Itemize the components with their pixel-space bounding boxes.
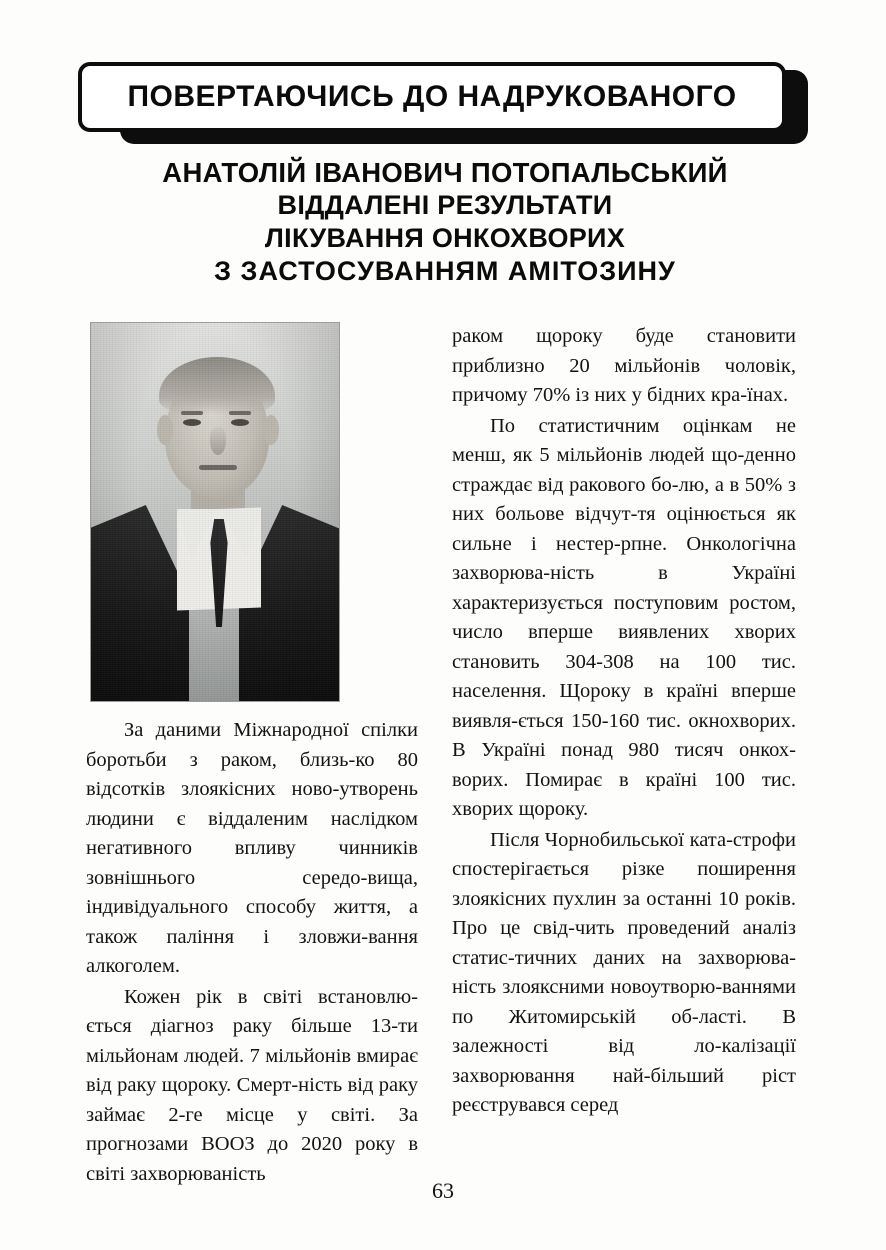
- portrait-vignette: [91, 323, 339, 701]
- section-banner: [78, 62, 808, 144]
- banner-title: ПОВЕРТАЮЧИСЬ ДО НАДРУКОВАНОГО: [127, 80, 737, 113]
- paragraph: Після Чорнобильської ката-строфи спостерігається різке поширення злоякісних пухлин за останні 10 років. Про це свід-чить проведений аналіз статис-тичних даних на захворюва-ність злояксними новоутворю-ваннями по Житомирській об-ласті. В залежності від ло-калізації захворювання най-більший ріст реєструвався серед: [452, 828, 796, 1116]
- banner-face: [78, 62, 786, 132]
- page-number: 63: [432, 1178, 454, 1203]
- title-line-3: ЛІКУВАННЯ ОНКОХВОРИХ: [264, 223, 626, 253]
- paragraph: За даними Міжнародної спілки боротьби з раком, близь-ко 80 відсотків злоякісних ново-утворень людини є віддаленим наслідком негативного впливу чинників зовнішнього середо-вища, індивідуального способу життя, а також паління і зловжи-вання алкоголем.: [86, 719, 418, 977]
- paragraph: Кожен рік в світі встановлю-ється діагноз раку більше 13-ти мільйонам людей. 7 мільйонів вмирає від раку щороку. Смерт-ність від раку займає 2-ге місце у світі. За прогнозами ВООЗ до 2020 року в світі захворюваність: [86, 985, 418, 1185]
- title-line-4: З ЗАСТОСУВАННЯМ АМІТОЗИНУ: [214, 256, 676, 286]
- paragraph: По статистичним оцінкам не менш, як 5 мільйонів людей що-денно страждає від ракового бо-лю, а в 50% з них больове відчут-тя оцінюється як сильне і нестер-рпне. Онкологічна захворюва-ність в Україні характеризується поступовим ростом, число вперше виявлених хворих становить 304-308 на 100 тис. населення. Щороку в країні вперше виявля-ється 150-160 тис. окнохворих. В Україні понад 980 тисяч онкох-ворих. Помирає в країні 100 тис. хворих щороку.: [452, 414, 796, 820]
- title-line-author: АНАТОЛІЙ ІВАНОВИЧ ПОТОПАЛЬСЬКИЙ: [162, 157, 728, 188]
- title-line-2: ВІДДАЛЕНІ РЕЗУЛЬТАТИ: [277, 190, 613, 220]
- author-portrait-photo: [90, 322, 340, 702]
- left-column: [86, 322, 418, 1189]
- article-title: [70, 156, 820, 288]
- paragraph: раком щороку буде становити приблизно 20 мільйонів чоловік, причому 70% із них у бідних кра-їнах.: [452, 325, 796, 406]
- right-column: [452, 322, 796, 1121]
